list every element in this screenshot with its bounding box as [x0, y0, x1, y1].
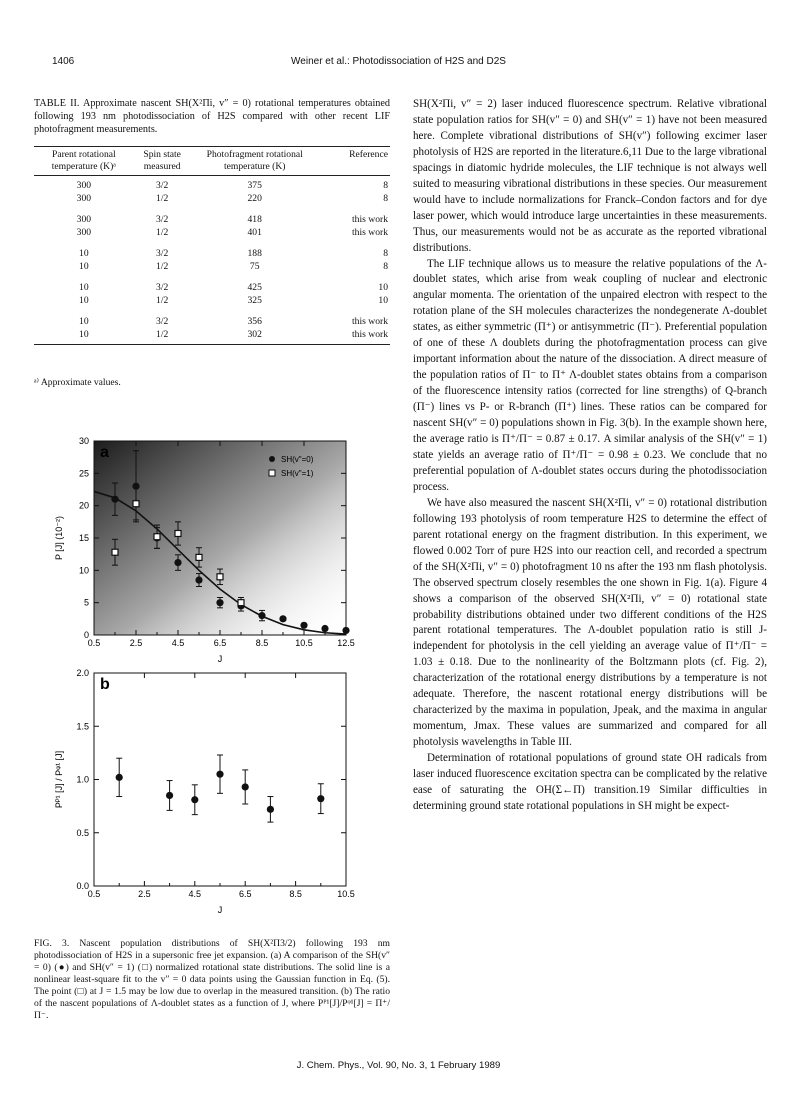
- table-cell: 1/2: [134, 329, 191, 345]
- data-point-circle: [195, 576, 202, 583]
- y-tick-label: 5: [83, 597, 89, 608]
- data-point-circle: [342, 627, 349, 634]
- table-cell: 3/2: [156, 282, 169, 293]
- y-tick-label: 1.0: [76, 774, 89, 785]
- table-header-row: [34, 147, 390, 176]
- table-cell: 1/2: [156, 294, 169, 306]
- table-cell: 10: [79, 248, 89, 259]
- data-point-circle: [267, 806, 274, 813]
- table-cell: 8: [383, 248, 388, 259]
- table-cell: 375: [247, 180, 262, 191]
- paragraph: Determination of rotational populations of ground state OH radicals from laser induced fluorescence excitation spectra can be complicated by the relative ease of saturating the OH(Σ←Π) transition.19 Similar difficulties in determining ground state rotational populations in SH might be expect-: [413, 752, 767, 812]
- data-point-square: [196, 554, 202, 560]
- paragraph: SH(X²Πi, v″ = 2) laser induced fluorescence spectrum. Relative vibrational state population ratios for SH(v″ = 0) and SH(v″ = 1) have not been measured here. Complete vibrational distributions of SH(v″) following excimer laser photolysis of H2S are reported in the literature.6,11 Due to the large vibrational spacings in diatomic hydride molecules, the LIF technique is not always well suited to measuring vibrational distributions in these species. Our measurement would have to include normalizations for Franck–Condon factors and for dye laser power, which would introduce large uncertainties in these measurements. Thus, our measurements would not be as accurate as the reported vibrational distributions.: [413, 98, 767, 254]
- paragraph: The LIF technique allows us to measure the relative populations of the Λ-doublet states, which arise from weak coupling of nuclear and electronic angular momenta. The orientation of the unpaired electron with respect to the rotation plane of the SH molecules characterizes the nondegenerate Λ-doublet states, as either symmetric (Π⁺) or antisymmetric (Π⁻). Preferential population of one of these Λ doublets during the photofragmentation process can give important information about the nature of the dissociation. A direct measure of the population ratios of Π⁻ to Π⁺ Λ-doublet states obtains from a comparison of the fluorescence intensity ratios (corrected for line strengths) of Q-branch (Π⁻) lines vs P- or R-branch (Π⁺) lines. These ratios can be compared for nascent SH(v″ = 0) populations shown in Fig. 3(b). In the example shown here, the average ratio is Π⁺/Π⁻ = 0.87 ± 0.17. A similar analysis of the SH(v″ = 1) state yields an average ratio of Π⁺/Π⁻ = 0.98 ± 0.23. We conclude that no preferential population of Λ-doublet states occurs during the photodissociation process.: [413, 257, 767, 493]
- table-cell: 3/2: [156, 180, 169, 191]
- data-point-circle: [216, 771, 223, 778]
- table-cell: this work: [352, 316, 388, 327]
- table-caption: TABLE II. Approximate nascent SH(X²Πi, v″ = 0) rotational temperatures obtained following 193 nm photodissociation of H2S compared with other recent LIF photofragment measurements.: [34, 98, 390, 135]
- table-row: [34, 261, 390, 274]
- y-tick-label: 25: [78, 468, 89, 479]
- table-row: [34, 214, 390, 227]
- table-cell: 300: [76, 226, 92, 238]
- legend-marker-square: [269, 470, 275, 476]
- x-tick-label: 6.5: [238, 889, 252, 899]
- y-tick-label: 10: [78, 565, 89, 576]
- data-point-circle: [174, 559, 181, 566]
- x-axis-label: J: [217, 654, 223, 664]
- x-tick-label: 2.5: [138, 889, 151, 899]
- x-tick-label: 0.5: [87, 889, 101, 899]
- data-table: [34, 146, 390, 345]
- panel-label: b: [100, 676, 110, 693]
- table-cell: 300: [76, 214, 92, 225]
- table-spacer: [34, 239, 390, 248]
- x-tick-label: 12.5: [337, 638, 355, 648]
- y-tick-label: 1.5: [76, 721, 89, 732]
- data-point-circle: [191, 796, 198, 803]
- table-cell: 1/2: [156, 192, 169, 204]
- table-cell: 1/2: [156, 260, 169, 272]
- legend-marker-circle: [269, 456, 275, 462]
- table-cell: 425: [247, 282, 262, 293]
- table-cell: 325: [247, 294, 262, 306]
- table-cell: 3/2: [156, 248, 169, 259]
- y-tick-label: 0.0: [76, 881, 89, 891]
- data-point-square: [238, 600, 244, 606]
- data-point-circle: [242, 783, 249, 790]
- table-row: [34, 227, 390, 240]
- table-cell: 10: [79, 282, 89, 293]
- table-cell: 3/2: [156, 316, 169, 327]
- legend-label: SH(v"=1): [281, 469, 314, 478]
- table-cell: this work: [319, 329, 390, 345]
- data-point-square: [154, 534, 160, 540]
- table-cell: 401: [247, 226, 262, 238]
- table-header-cell: Parent rotational temperature (K)ᵃ: [34, 147, 134, 176]
- data-point-circle: [116, 774, 123, 781]
- table-cell: 10: [378, 294, 388, 306]
- x-tick-label: 4.5: [171, 638, 185, 648]
- x-tick-label: 8.5: [255, 638, 269, 648]
- table-cell: 220: [247, 192, 262, 204]
- panel-a: [54, 436, 355, 664]
- table-cell: this work: [352, 226, 388, 238]
- x-tick-label: 10.5: [337, 889, 355, 899]
- table-cell: 10: [378, 282, 388, 293]
- table-header-cell: Reference: [319, 147, 390, 176]
- data-point-circle: [111, 496, 118, 503]
- data-point-circle: [300, 622, 307, 629]
- panel-label: a: [100, 444, 109, 461]
- data-point-square: [175, 530, 181, 536]
- data-point-circle: [317, 795, 324, 802]
- running-header: [52, 56, 745, 72]
- table-row: [34, 248, 390, 261]
- y-axis-label: P [J] (10⁻²): [54, 515, 64, 561]
- data-point-circle: [321, 625, 328, 632]
- journal-footer: J. Chem. Phys., Vol. 90, No. 3, 1 February 1989: [296, 1060, 501, 1071]
- table-row: [34, 176, 390, 193]
- body-column: [413, 97, 767, 815]
- data-point-circle: [258, 612, 265, 619]
- table-spacer: [34, 307, 390, 316]
- table-cell: 418: [247, 214, 262, 225]
- y-tick-label: 20: [78, 500, 89, 511]
- table-spacer: [34, 205, 390, 214]
- table-cell: 302: [191, 329, 319, 345]
- data-point-circle: [166, 792, 173, 799]
- data-point-square: [217, 574, 223, 580]
- x-tick-label: 8.5: [289, 889, 302, 899]
- y-axis-label: Pᴾ¹ [J] / Pᵠ¹ [J]: [54, 750, 64, 809]
- table-row: [34, 193, 390, 206]
- table-cell: 300: [76, 180, 92, 191]
- table-row: [34, 295, 390, 308]
- y-tick-label: 0.5: [76, 827, 89, 838]
- y-tick-label: 0: [83, 630, 89, 640]
- panel-b: [54, 668, 355, 915]
- table-row: [34, 329, 390, 345]
- table-spacer: [34, 273, 390, 282]
- figure-caption: FIG. 3. Nascent population distributions of SH(X²Π3/2) following 193 nm photodissociation of H2S in a supersonic free jet expansion. (a) A comparison of the SH(v″ = 0) (●) and SH(v″ = 1) (□) normalized rotational state distributions. The solid line is a nonlinear least-square fit to the v″ = 0 data points using the Gaussian function in Eq. (5). The point (□) at J = 1.5 may be low due to overlap in the measured transition. (b) The ratio of the nascent populations of Λ-doublet states as a function of J, where Pᴾ¹[J]/Pᵠ¹[J] = Π⁺/Π⁻.: [34, 938, 390, 1021]
- table-cell: 10: [79, 294, 89, 306]
- legend-label: SH(v"=0): [281, 455, 314, 464]
- y-tick-label: 30: [78, 436, 89, 446]
- table-row: [34, 316, 390, 329]
- table-cell: 8: [383, 192, 388, 204]
- x-tick-label: 10.5: [295, 638, 313, 648]
- table-cell: 8: [383, 180, 388, 191]
- table-header-cell: Photofragment rotational temperature (K): [191, 147, 319, 176]
- table-footnote: ᵃ⁾ Approximate values.: [34, 377, 121, 388]
- table-cell: 3/2: [156, 214, 169, 225]
- paragraph: We have also measured the nascent SH(X²Πi, v″ = 0) rotational distribution following 193 photolysis of room temperature H2S to determine the effect of parent rotational energy on the fragment distribution. In this experiment, we flowed 0.002 Torr of pure H2S into our reaction cell, and recorded a spectrum of the SH(X²Πi, v″ = 0) photofragment 10 ns after the 193 nm flash photolysis. The observed spectrum closely resembles the one shown in Fig. 1(a). Figure 4 shows a comparison of the observed SH(X²Πi, v″ = 0) rotational state probability distributions obtained under two different conditions of the H2S parent rotational temperatures. The Λ-doublet population ratio is still J-independent for photolysis in the cell yielding an average value of Π⁺/Π⁻ = 1.03 ± 0.18. Due to the nonlinearity of the Boltzmann plots (cf. Fig. 2), characterization of the rotational energy distributions by a temperature is not adequate. Therefore, the nascent rotational energy distributions will be characterized by the maxima in population, Jpeak, and the maxima in angular momentum, Jmax. These values are summarized and compared for all photolysis wavelengths in Table III.: [413, 496, 767, 749]
- x-tick-label: 4.5: [188, 889, 202, 899]
- table-cell: 188: [247, 248, 262, 259]
- x-tick-label: 6.5: [213, 638, 227, 648]
- data-point-square: [112, 549, 118, 555]
- data-point-square: [133, 501, 139, 507]
- table-cell: 75: [249, 260, 260, 272]
- table-cell: this work: [352, 214, 388, 225]
- table-cell: 10: [34, 329, 134, 345]
- x-axis-label: J: [217, 905, 223, 915]
- x-tick-label: 0.5: [87, 638, 101, 648]
- y-tick-label: 15: [78, 533, 89, 543]
- x-tick-label: 2.5: [129, 638, 143, 648]
- running-title: Weiner et al.: Photodissociation of H2S and D2S: [291, 56, 506, 67]
- table-cell: 8: [383, 260, 388, 272]
- table-cell: 356: [247, 316, 262, 327]
- data-point-circle: [216, 599, 223, 606]
- table-cell: 10: [79, 260, 89, 272]
- table-cell: 300: [76, 192, 92, 204]
- page-number: 1406: [52, 56, 75, 67]
- table-cell: 1/2: [156, 226, 169, 238]
- table-row: [34, 282, 390, 295]
- table-cell: 10: [79, 316, 89, 327]
- data-point-circle: [279, 615, 286, 622]
- y-tick-label: 2.0: [76, 668, 89, 678]
- figure-3: [44, 436, 374, 928]
- table-header-cell: Spin state measured: [134, 147, 191, 176]
